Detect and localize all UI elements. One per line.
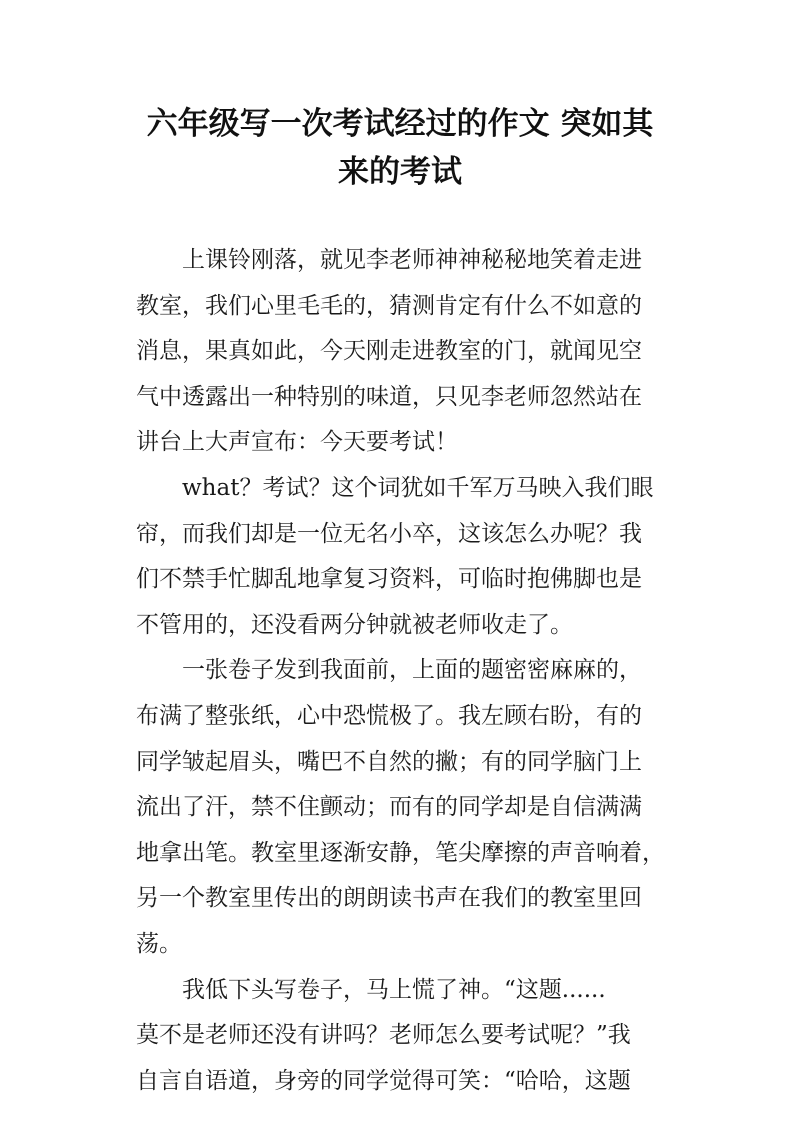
text-line: 讲台上大声宣布：今天要考试！ <box>136 429 458 456</box>
text-line: 流出了汗，禁不住颤动；而有的同学却是自信满满 <box>136 794 642 821</box>
text-line: 一张卷子发到我面前，上面的题密密麻麻的， <box>182 657 642 684</box>
title-line: 来的考试 <box>338 154 462 190</box>
text-line: 自言自语道，身旁的同学觉得可笑：“哈哈，这题 <box>136 1067 631 1094</box>
text-line: 不管用的，还没看两分钟就被老师收走了。 <box>136 611 573 638</box>
title-line: 六年级写一次考试经过的作文 突如其 <box>146 106 654 142</box>
text-line: 上课铃刚落，就见李老师神神秘秘地笑着走进 <box>182 247 642 273</box>
text-line: 莫不是老师还没有讲吗？老师怎么要考试呢？”我 <box>136 1022 631 1049</box>
text-line: 帘，而我们却是一位无名小卒，这该怎么办呢？我 <box>136 520 642 547</box>
document-body <box>136 238 666 1104</box>
text-line: what？考试？这个词犹如千军万马映入我们眼 <box>182 474 654 501</box>
text-line: 气中透露出一种特别的味道，只见李老师忽然站在 <box>136 383 642 410</box>
document-title <box>100 100 700 196</box>
text-line: 教室，我们心里毛毛的，猜测肯定有什么不如意的 <box>136 292 642 319</box>
text-line: 另一个教室里传出的朗朗读书声在我们的教室里回 <box>136 885 642 912</box>
text-line: 荡。 <box>136 930 182 957</box>
text-line: 们不禁手忙脚乱地拿复习资料，可临时抱佛脚也是 <box>136 566 642 593</box>
text-line: 同学皱起眉头，嘴巴不自然的撇；有的同学脑门上 <box>136 748 642 775</box>
text-line: 消息，果真如此，今天刚走进教室的门，就闻见空 <box>136 338 642 365</box>
text-line: 布满了整张纸，心中恐慌极了。我左顾右盼，有的 <box>136 702 642 729</box>
text-line: 我低下头写卷子，马上慌了神。“这题...... <box>182 976 606 1003</box>
text-line: 地拿出笔。教室里逐渐安静，笔尖摩擦的声音响着， <box>136 839 665 866</box>
